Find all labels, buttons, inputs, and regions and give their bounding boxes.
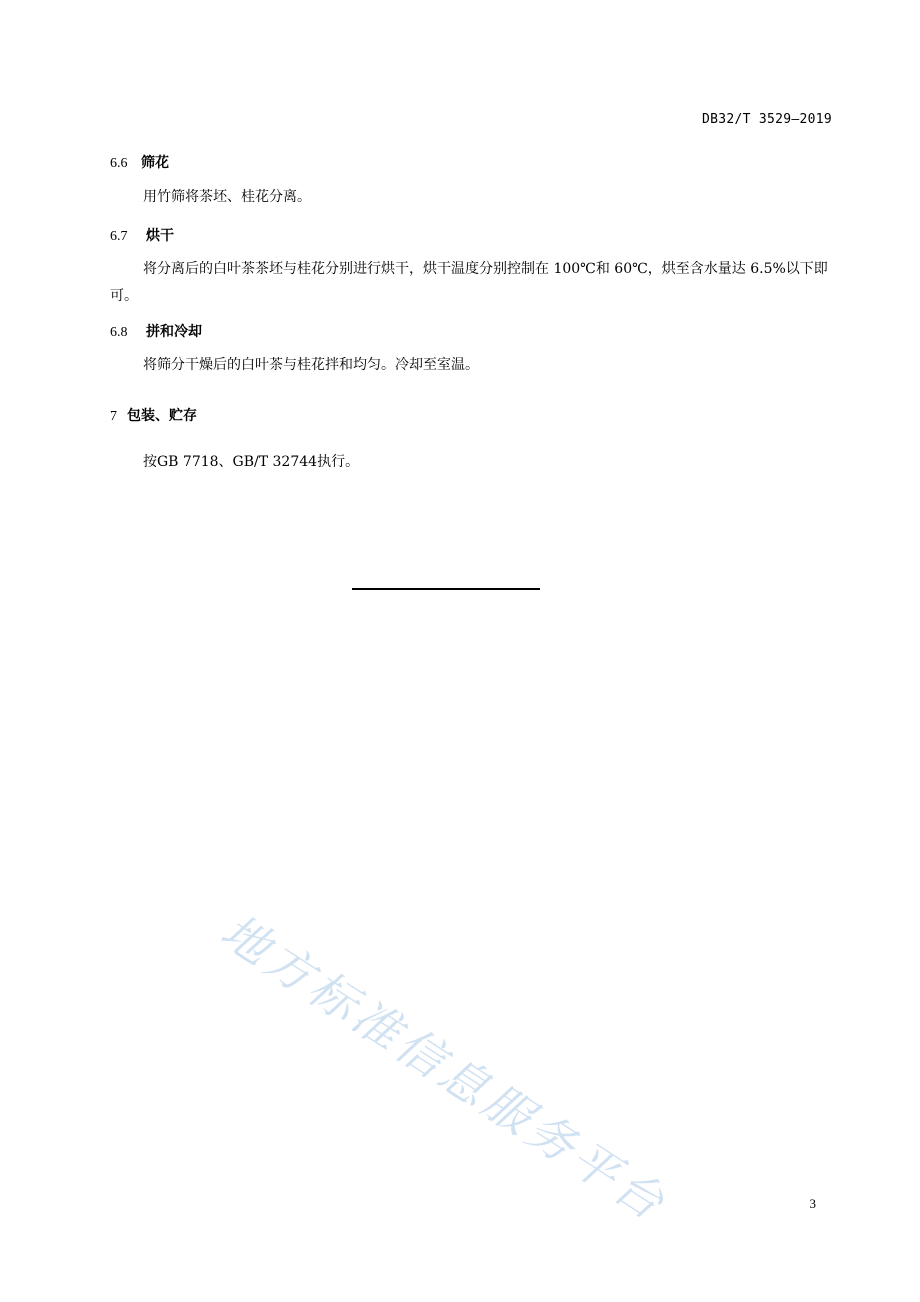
section-title: 拼和冷却 (146, 324, 202, 340)
section-number: 6.7 (110, 229, 128, 244)
section-title: 筛花 (141, 155, 169, 171)
document-code: DB32/T 3529—2019 (701, 112, 832, 127)
section-6-7-heading (110, 225, 174, 245)
section-title: 烘干 (146, 228, 174, 244)
section-6-8-heading (110, 321, 202, 341)
section-number: 7 (110, 409, 117, 424)
section-number: 6.8 (110, 325, 128, 340)
end-of-document-rule (352, 588, 540, 590)
section-7-body: 按GB 7718、GB/T 32744执行。 (143, 454, 360, 470)
section-7-heading (110, 405, 197, 425)
section-6-6-body: 用竹筛将茶坯、桂花分离。 (143, 189, 311, 205)
section-6-6-heading (110, 152, 169, 172)
section-title: 包装、贮存 (127, 408, 197, 424)
section-6-8-body: 将筛分干燥后的白叶茶与桂花拌和均匀。冷却至室温。 (143, 357, 479, 373)
watermark: 地方标准信息服务平台 (210, 903, 677, 1234)
page-number: 3 (809, 1196, 816, 1211)
section-6-7-body: 将分离后的白叶茶茶坯与桂花分别进行烘干，烘干温度分别控制在 100℃和 60℃，烘至含水量达 6.5%以下即可。 (110, 261, 828, 304)
section-number: 6.6 (110, 156, 128, 171)
